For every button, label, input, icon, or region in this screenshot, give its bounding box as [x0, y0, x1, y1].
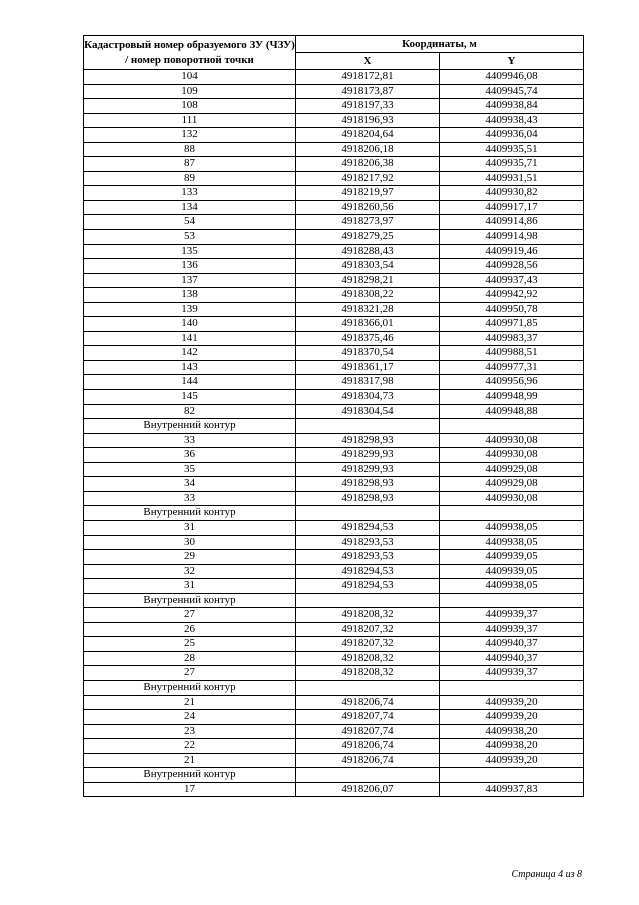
y-cell: 4409931,51 [440, 171, 584, 186]
x-cell: 4918197,33 [296, 99, 440, 114]
table-row [84, 99, 584, 114]
point-cell: 54 [84, 215, 296, 230]
y-cell: 4409971,85 [440, 317, 584, 332]
y-cell: 4409938,84 [440, 99, 584, 114]
point-cell: 35 [84, 462, 296, 477]
point-cell: Внутренний контур [84, 680, 296, 695]
y-cell: 4409938,20 [440, 724, 584, 739]
x-cell: 4918207,32 [296, 622, 440, 637]
point-cell: 142 [84, 346, 296, 361]
table-row [84, 215, 584, 230]
header-x: X [296, 53, 440, 70]
y-cell: 4409928,56 [440, 259, 584, 274]
x-cell: 4918172,81 [296, 70, 440, 85]
table-row [84, 70, 584, 85]
x-cell: 4918294,53 [296, 579, 440, 594]
point-cell: 145 [84, 390, 296, 405]
table-row [84, 171, 584, 186]
y-cell: 4409988,51 [440, 346, 584, 361]
y-cell: 4409935,71 [440, 157, 584, 172]
x-cell: 4918293,53 [296, 550, 440, 565]
y-cell: 4409942,92 [440, 288, 584, 303]
y-cell: 4409939,37 [440, 666, 584, 681]
y-cell: 4409938,05 [440, 535, 584, 550]
x-cell: 4918321,28 [296, 302, 440, 317]
table-row [84, 753, 584, 768]
table-row [84, 113, 584, 128]
point-cell: 141 [84, 331, 296, 346]
point-cell: 139 [84, 302, 296, 317]
point-cell: 33 [84, 433, 296, 448]
point-cell: 30 [84, 535, 296, 550]
x-cell: 4918294,53 [296, 564, 440, 579]
y-cell: 4409940,37 [440, 651, 584, 666]
y-cell: 4409939,37 [440, 622, 584, 637]
point-cell: 140 [84, 317, 296, 332]
header-point-number: Кадастровый номер образуемого ЗУ (ЧЗУ) / номер поворотной точки [84, 36, 296, 70]
table-row [84, 477, 584, 492]
x-cell: 4918208,32 [296, 651, 440, 666]
point-cell: 108 [84, 99, 296, 114]
y-cell: 4409939,20 [440, 695, 584, 710]
table-row [84, 782, 584, 797]
point-cell: 88 [84, 142, 296, 157]
y-cell: 4409917,17 [440, 200, 584, 215]
y-cell: 4409930,82 [440, 186, 584, 201]
table-row [84, 390, 584, 405]
point-cell: 31 [84, 520, 296, 535]
y-cell: 4409937,83 [440, 782, 584, 797]
table-row [84, 448, 584, 463]
point-cell: 135 [84, 244, 296, 259]
y-cell: 4409935,51 [440, 142, 584, 157]
point-cell: 53 [84, 230, 296, 245]
y-cell: 4409940,37 [440, 637, 584, 652]
y-cell: 4409977,31 [440, 360, 584, 375]
x-cell: 4918370,54 [296, 346, 440, 361]
table-row [84, 302, 584, 317]
table-row [84, 593, 584, 608]
table-row [84, 317, 584, 332]
y-cell: 4409945,74 [440, 84, 584, 99]
y-cell: 4409929,08 [440, 462, 584, 477]
table-row [84, 230, 584, 245]
x-cell [296, 593, 440, 608]
table-row [84, 273, 584, 288]
point-cell: 21 [84, 753, 296, 768]
y-cell: 4409938,43 [440, 113, 584, 128]
x-cell: 4918304,54 [296, 404, 440, 419]
x-cell: 4918298,93 [296, 491, 440, 506]
point-cell: 28 [84, 651, 296, 666]
point-cell: 137 [84, 273, 296, 288]
y-cell: 4409930,08 [440, 433, 584, 448]
point-cell: 132 [84, 128, 296, 143]
point-cell: 22 [84, 739, 296, 754]
table-row [84, 462, 584, 477]
table-row [84, 695, 584, 710]
x-cell: 4918273,97 [296, 215, 440, 230]
x-cell: 4918217,92 [296, 171, 440, 186]
table-row [84, 622, 584, 637]
table-row [84, 244, 584, 259]
y-cell: 4409936,04 [440, 128, 584, 143]
x-cell: 4918207,74 [296, 724, 440, 739]
x-cell: 4918304,73 [296, 390, 440, 405]
y-cell: 4409930,08 [440, 448, 584, 463]
table-row [84, 375, 584, 390]
table-row [84, 608, 584, 623]
table-row [84, 724, 584, 739]
x-cell: 4918293,53 [296, 535, 440, 550]
table-row [84, 564, 584, 579]
table-row [84, 200, 584, 215]
point-cell: 104 [84, 70, 296, 85]
point-cell: 26 [84, 622, 296, 637]
point-cell: 27 [84, 666, 296, 681]
y-cell: 4409938,20 [440, 739, 584, 754]
x-cell: 4918294,53 [296, 520, 440, 535]
y-cell: 4409938,05 [440, 579, 584, 594]
point-cell: Внутренний контур [84, 506, 296, 521]
table-row [84, 360, 584, 375]
x-cell [296, 419, 440, 434]
table-row [84, 651, 584, 666]
table-row [84, 404, 584, 419]
y-cell: 4409948,88 [440, 404, 584, 419]
x-cell: 4918204,64 [296, 128, 440, 143]
x-cell: 4918206,74 [296, 753, 440, 768]
table-row [84, 506, 584, 521]
coordinates-table [83, 35, 584, 797]
table-row [84, 666, 584, 681]
table-row [84, 128, 584, 143]
point-cell: 144 [84, 375, 296, 390]
y-cell: 4409939,20 [440, 710, 584, 725]
point-cell: 25 [84, 637, 296, 652]
y-cell [440, 593, 584, 608]
table-row [84, 680, 584, 695]
table-row [84, 579, 584, 594]
y-cell: 4409929,08 [440, 477, 584, 492]
y-cell: 4409939,05 [440, 564, 584, 579]
point-cell: 111 [84, 113, 296, 128]
x-cell: 4918279,25 [296, 230, 440, 245]
x-cell: 4918206,07 [296, 782, 440, 797]
table-body [84, 70, 584, 797]
table-row [84, 637, 584, 652]
y-cell [440, 419, 584, 434]
point-cell: Внутренний контур [84, 593, 296, 608]
table-row [84, 419, 584, 434]
table-row [84, 433, 584, 448]
x-cell: 4918298,93 [296, 433, 440, 448]
point-cell: 33 [84, 491, 296, 506]
x-cell: 4918375,46 [296, 331, 440, 346]
point-cell: 133 [84, 186, 296, 201]
x-cell: 4918206,18 [296, 142, 440, 157]
point-cell: 109 [84, 84, 296, 99]
x-cell [296, 506, 440, 521]
page-number: Страница 4 из 8 [511, 869, 582, 880]
x-cell: 4918260,56 [296, 200, 440, 215]
x-cell: 4918206,74 [296, 695, 440, 710]
y-cell: 4409948,99 [440, 390, 584, 405]
point-cell: 24 [84, 710, 296, 725]
y-cell [440, 768, 584, 783]
point-cell: 82 [84, 404, 296, 419]
table-row [84, 739, 584, 754]
x-cell: 4918208,32 [296, 608, 440, 623]
point-cell: 29 [84, 550, 296, 565]
y-cell: 4409983,37 [440, 331, 584, 346]
x-cell: 4918298,93 [296, 477, 440, 492]
point-cell: 32 [84, 564, 296, 579]
point-cell: 17 [84, 782, 296, 797]
table-row [84, 186, 584, 201]
point-cell: Внутренний контур [84, 768, 296, 783]
point-cell: 136 [84, 259, 296, 274]
x-cell: 4918206,38 [296, 157, 440, 172]
x-cell: 4918366,01 [296, 317, 440, 332]
table-row [84, 259, 584, 274]
point-cell: 27 [84, 608, 296, 623]
table-row [84, 157, 584, 172]
point-cell: 21 [84, 695, 296, 710]
table-row [84, 142, 584, 157]
x-cell: 4918299,93 [296, 448, 440, 463]
point-cell: 36 [84, 448, 296, 463]
y-cell: 4409946,08 [440, 70, 584, 85]
y-cell: 4409930,08 [440, 491, 584, 506]
y-cell: 4409939,20 [440, 753, 584, 768]
header-coordinates: Координаты, м [296, 36, 584, 53]
y-cell: 4409939,05 [440, 550, 584, 565]
point-cell: 134 [84, 200, 296, 215]
point-cell: Внутренний контур [84, 419, 296, 434]
y-cell: 4409950,78 [440, 302, 584, 317]
y-cell: 4409938,05 [440, 520, 584, 535]
table-row [84, 535, 584, 550]
point-cell: 89 [84, 171, 296, 186]
table-row [84, 491, 584, 506]
x-cell: 4918207,32 [296, 637, 440, 652]
y-cell: 4409956,96 [440, 375, 584, 390]
x-cell: 4918361,17 [296, 360, 440, 375]
y-cell: 4409939,37 [440, 608, 584, 623]
x-cell: 4918206,74 [296, 739, 440, 754]
x-cell: 4918173,87 [296, 84, 440, 99]
table-row [84, 84, 584, 99]
x-cell: 4918299,93 [296, 462, 440, 477]
x-cell [296, 680, 440, 695]
point-cell: 87 [84, 157, 296, 172]
point-cell: 34 [84, 477, 296, 492]
y-cell: 4409919,46 [440, 244, 584, 259]
x-cell: 4918303,54 [296, 259, 440, 274]
x-cell: 4918196,93 [296, 113, 440, 128]
y-cell: 4409914,98 [440, 230, 584, 245]
x-cell: 4918308,22 [296, 288, 440, 303]
point-cell: 143 [84, 360, 296, 375]
x-cell: 4918208,32 [296, 666, 440, 681]
table-row [84, 550, 584, 565]
x-cell: 4918317,98 [296, 375, 440, 390]
table-row [84, 768, 584, 783]
table-row [84, 520, 584, 535]
y-cell: 4409937,43 [440, 273, 584, 288]
header-y: Y [440, 53, 584, 70]
x-cell: 4918207,74 [296, 710, 440, 725]
point-cell: 138 [84, 288, 296, 303]
y-cell [440, 680, 584, 695]
table-row [84, 331, 584, 346]
x-cell [296, 768, 440, 783]
point-cell: 31 [84, 579, 296, 594]
y-cell [440, 506, 584, 521]
table-row [84, 710, 584, 725]
table-row [84, 288, 584, 303]
table-row [84, 346, 584, 361]
x-cell: 4918219,97 [296, 186, 440, 201]
x-cell: 4918298,21 [296, 273, 440, 288]
point-cell: 23 [84, 724, 296, 739]
x-cell: 4918288,43 [296, 244, 440, 259]
y-cell: 4409914,86 [440, 215, 584, 230]
